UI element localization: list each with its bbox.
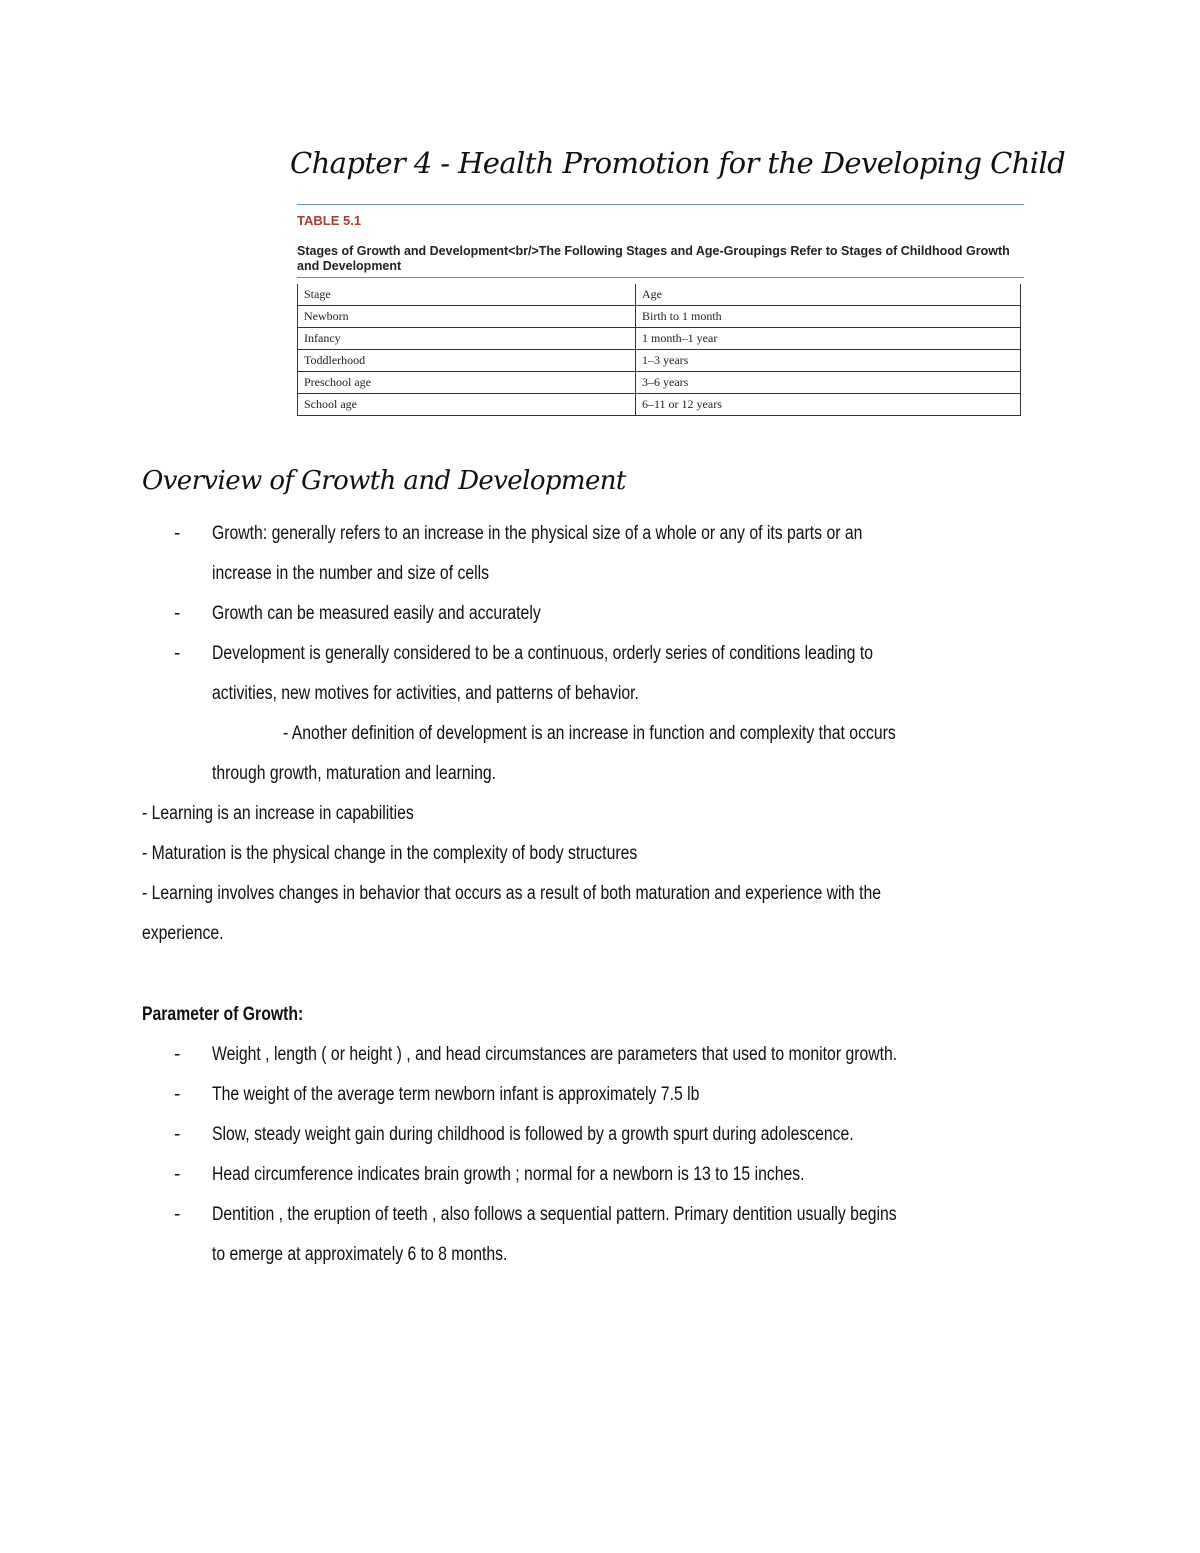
age-cell: 6–11 or 12 years bbox=[636, 394, 1021, 416]
bullet-marker: - bbox=[174, 643, 181, 664]
bullet-marker: - bbox=[174, 1164, 181, 1185]
plain-line-2: - Maturation is the physical change in the complexity of body structures bbox=[142, 843, 638, 864]
age-cell: 1–3 years bbox=[636, 350, 1021, 372]
sub-bullet-line-1: - Another definition of development is an increase in function and complexity that occurs bbox=[283, 723, 896, 744]
parameter-heading: Parameter of Growth: bbox=[142, 1004, 304, 1025]
table-row bbox=[298, 350, 1021, 372]
stages-table bbox=[297, 284, 1021, 416]
parameter-bullet-3: Slow, steady weight gain during childhood is followed by a growth spurt during adolescence. bbox=[212, 1124, 854, 1145]
table-row bbox=[298, 306, 1021, 328]
stage-cell: Infancy bbox=[298, 328, 636, 350]
parameter-bullet-1: Weight , length ( or height ) , and head circumstances are parameters that used to monitor growth. bbox=[212, 1044, 898, 1065]
table-label: TABLE 5.1 bbox=[297, 213, 362, 228]
age-cell: 1 month–1 year bbox=[636, 328, 1021, 350]
table-header-row bbox=[298, 284, 1021, 306]
plain-line-4: experience. bbox=[142, 923, 224, 944]
parameter-bullet-4: Head circumference indicates brain growth ; normal for a newborn is 13 to 15 inches. bbox=[212, 1164, 805, 1185]
table-row bbox=[298, 328, 1021, 350]
table-caption-rule bbox=[297, 277, 1024, 278]
stage-cell: Toddlerhood bbox=[298, 350, 636, 372]
sub-bullet-line-2: through growth, maturation and learning. bbox=[212, 763, 497, 784]
plain-line-3: - Learning involves changes in behavior that occurs as a result of both maturation and experience with the bbox=[142, 883, 881, 904]
table-caption: Stages of Growth and Development<br/>The Following Stages and Age-Groupings Refer to Stages of Childhood Growth and Development bbox=[297, 244, 1010, 273]
overview-bullet-1-line-2: increase in the number and size of cells bbox=[212, 563, 489, 584]
stage-cell: School age bbox=[298, 394, 636, 416]
bullet-marker: - bbox=[174, 1204, 181, 1225]
bullet-marker: - bbox=[174, 1124, 181, 1145]
bullet-marker: - bbox=[174, 1084, 181, 1105]
overview-bullet-2-line-1: Growth can be measured easily and accurately bbox=[212, 603, 541, 624]
age-cell: Birth to 1 month bbox=[636, 306, 1021, 328]
overview-heading: Overview of Growth and Development bbox=[142, 466, 626, 496]
table-figure bbox=[297, 204, 1024, 416]
bullet-marker: - bbox=[174, 603, 181, 624]
overview-bullet-3-line-1: Development is generally considered to be a continuous, orderly series of conditions leading to bbox=[212, 643, 873, 664]
bullet-marker: - bbox=[174, 523, 181, 544]
parameter-bullet-2: The weight of the average term newborn infant is approximately 7.5 lb bbox=[212, 1084, 700, 1105]
bullet-marker: - bbox=[174, 1044, 181, 1065]
overview-bullet-1-line-1: Growth: generally refers to an increase in the physical size of a whole or any of its parts or an bbox=[212, 523, 863, 544]
chapter-title: Chapter 4 - Health Promotion for the Developing Child bbox=[290, 146, 1066, 180]
header-age: Age bbox=[636, 284, 1021, 306]
age-cell: 3–6 years bbox=[636, 372, 1021, 394]
stage-cell: Newborn bbox=[298, 306, 636, 328]
plain-line-1: - Learning is an increase in capabilities bbox=[142, 803, 414, 824]
parameter-bullet-5-line-2: to emerge at approximately 6 to 8 months. bbox=[212, 1244, 508, 1265]
table-row bbox=[298, 394, 1021, 416]
parameter-bullet-5-line-1: Dentition , the eruption of teeth , also follows a sequential pattern. Primary dentition usually begins bbox=[212, 1204, 897, 1225]
header-stage: Stage bbox=[298, 284, 636, 306]
overview-bullet-3-line-2: activities, new motives for activities, and patterns of behavior. bbox=[212, 683, 639, 704]
table-top-rule bbox=[297, 204, 1024, 205]
stage-cell: Preschool age bbox=[298, 372, 636, 394]
table-row bbox=[298, 372, 1021, 394]
